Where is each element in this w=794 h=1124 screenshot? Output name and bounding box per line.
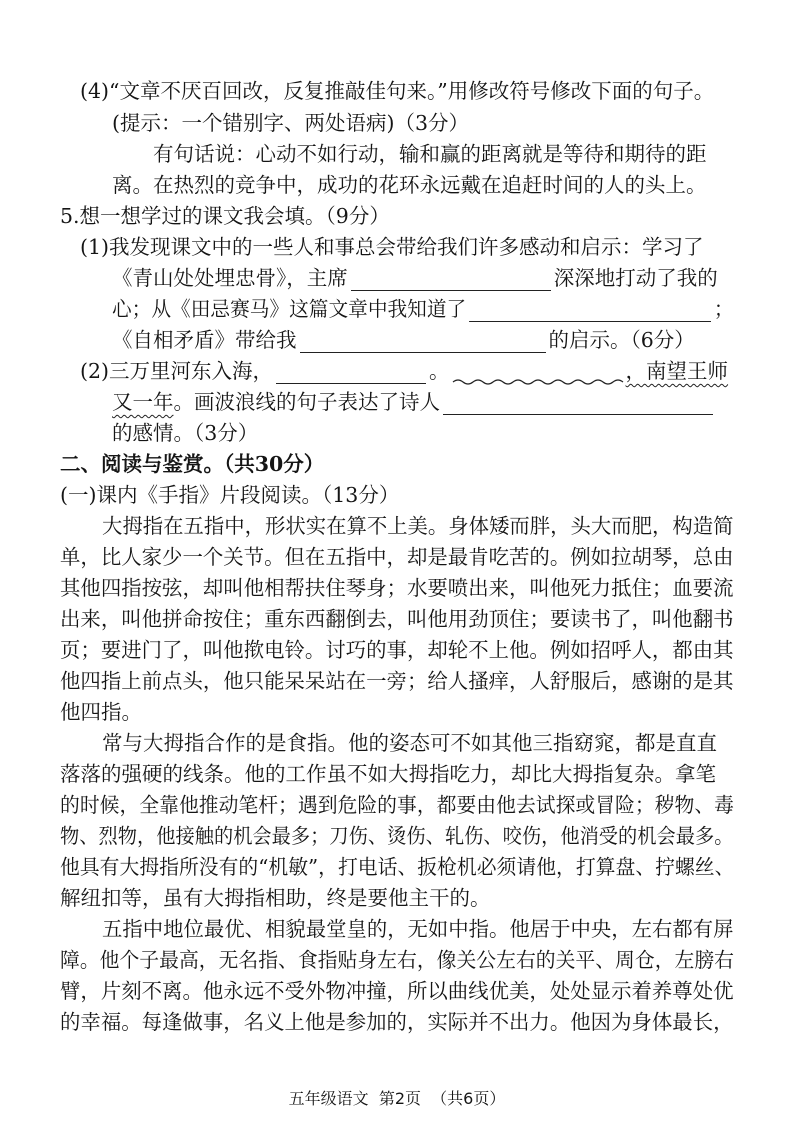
q5-part1-line4 [112, 327, 695, 353]
q5-title: 5.想一想学过的课文我会填。（9分） [60, 204, 390, 228]
q5-part2-text-d: 又一年 [112, 390, 174, 414]
passage-line: 出来，叫他拼命按住；重东西翻倒去，叫他用劲顶住；要读书了，叫他翻书 [60, 607, 734, 631]
q5-part1-text-a: 《青山处处埋忠骨》，主席 [112, 266, 348, 290]
q5-part1-line2 [112, 265, 718, 291]
q5-part1-line1: (1)我发现课文中的一些人和事总会带给我们许多感动和启示：学习了 [80, 235, 704, 259]
wavy-underline-icon [453, 364, 623, 384]
q5-part2-text-b: 。 [429, 359, 450, 383]
passage-line: 解纽扣等，虽有大拇指相助，终是要他主干的。 [60, 886, 491, 910]
passage-line: 五指中地位最优、相貌最堂皇的，无如中指。他居于中央，左右都有屏 [102, 917, 734, 941]
q5-part2-text-c: ，南望王师 [625, 359, 729, 383]
q5-part1-text-e: 《自相矛盾》带给我 [112, 328, 297, 352]
passage-line: 的幸福。每逢做事，名义上他是参加的，实际并不出力。他因为身体最长， [60, 1010, 734, 1034]
passage-line: 单，比人家少一个关节。但在五指中，却是最肯吃苦的。例如拉胡琴，总由 [60, 545, 734, 569]
answer-blank[interactable] [469, 301, 711, 322]
q5-part2-text-e: 。画波浪线的句子表达了诗人 [173, 390, 440, 414]
passage-line: 他具有大拇指所没有的“机敏”，打电话、扳枪机必须请他，打算盘、拧螺丝、 [60, 855, 735, 879]
passage-line: 落落的强硬的线条。他的工作虽不如大拇指吃力，却比大拇指复杂。拿笔 [60, 762, 716, 786]
section-2-title: 二、阅读与鉴赏。（共30分） [60, 452, 325, 476]
passage-line: 障。他个子最高，无名指、食指贴身左右，像关公左右的关平、周仓，左膀右 [60, 948, 734, 972]
passage-line: 的时候，全靠他推动笔杆；遇到危险的事，都要由他去试探或冒险；秽物、毒 [60, 793, 734, 817]
q4-instruction: (4)“文章不厌百回改，反复推敲佳句来。”用修改符号修改下面的句子。 [80, 79, 715, 103]
q5-part1-text-d: ； [713, 297, 734, 321]
q5-part2-line3: 的感情。（3分） [112, 421, 259, 445]
passage-line: 物、烈物，他接触的机会最多；刀伤、烫伤、轧伤、咬伤，他消受的机会最多。 [60, 824, 734, 848]
q5-part2-text-a: (2)三万里河东入海， [80, 359, 274, 383]
passage-line: 常与大拇指合作的是食指。他的姿态可不如其他三指窈窕，都是直直 [102, 731, 717, 755]
passage-line: 他四指上前点头，他只能呆呆站在一旁；给人搔痒，人舒服后，感谢的是其 [60, 669, 734, 693]
passage-line: 大拇指在五指中，形状实在算不上美。身体矮而胖，头大而肥，构造简 [102, 514, 734, 538]
page-footer: 五年级语文 第2页 （共6页） [288, 1089, 506, 1108]
q5-part1-text-c: 心；从《田忌赛马》这篇文章中我知道了 [112, 297, 467, 321]
q5-part1-text-b: 深深地打动了我的 [553, 266, 718, 290]
reading-1-title: (一)课内《手指》片段阅读。（13分） [60, 483, 400, 507]
q5-part2-line1 [80, 358, 728, 384]
answer-blank[interactable] [351, 270, 551, 291]
q4-sentence-line1: 有句话说：心动不如行动，输和赢的距离就是等待和期待的距 [153, 142, 707, 166]
passage-line: 其他四指按弦，却叫他相帮扶住琴身；水要喷出来，叫他死力抵住；血要流 [60, 576, 734, 600]
wavy-answer-blank[interactable] [453, 364, 623, 384]
passage-line: 他四指。 [60, 700, 142, 724]
answer-blank[interactable] [443, 394, 713, 415]
answer-blank[interactable] [300, 332, 546, 353]
q4-sentence-line2: 离。在热烈的竞争中，成功的花环永远戴在追赶时间的人的头上。 [112, 173, 707, 197]
passage-line: 页；要进门了，叫他揿电铃。讨巧的事，却轮不上他。例如招呼人，都由其 [60, 638, 734, 662]
q5-part2-line2 [112, 389, 716, 415]
q5-part1-text-f: 的启示。（6分） [548, 328, 695, 352]
answer-blank[interactable] [276, 363, 426, 384]
q5-part1-line3 [112, 296, 734, 322]
q4-hint: (提示：一个错别字、两处语病)（3分） [112, 111, 470, 135]
passage-line: 臂，片刻不离。他永远不受外物冲撞，所以曲线优美，处处显示着养尊处优 [60, 979, 734, 1003]
